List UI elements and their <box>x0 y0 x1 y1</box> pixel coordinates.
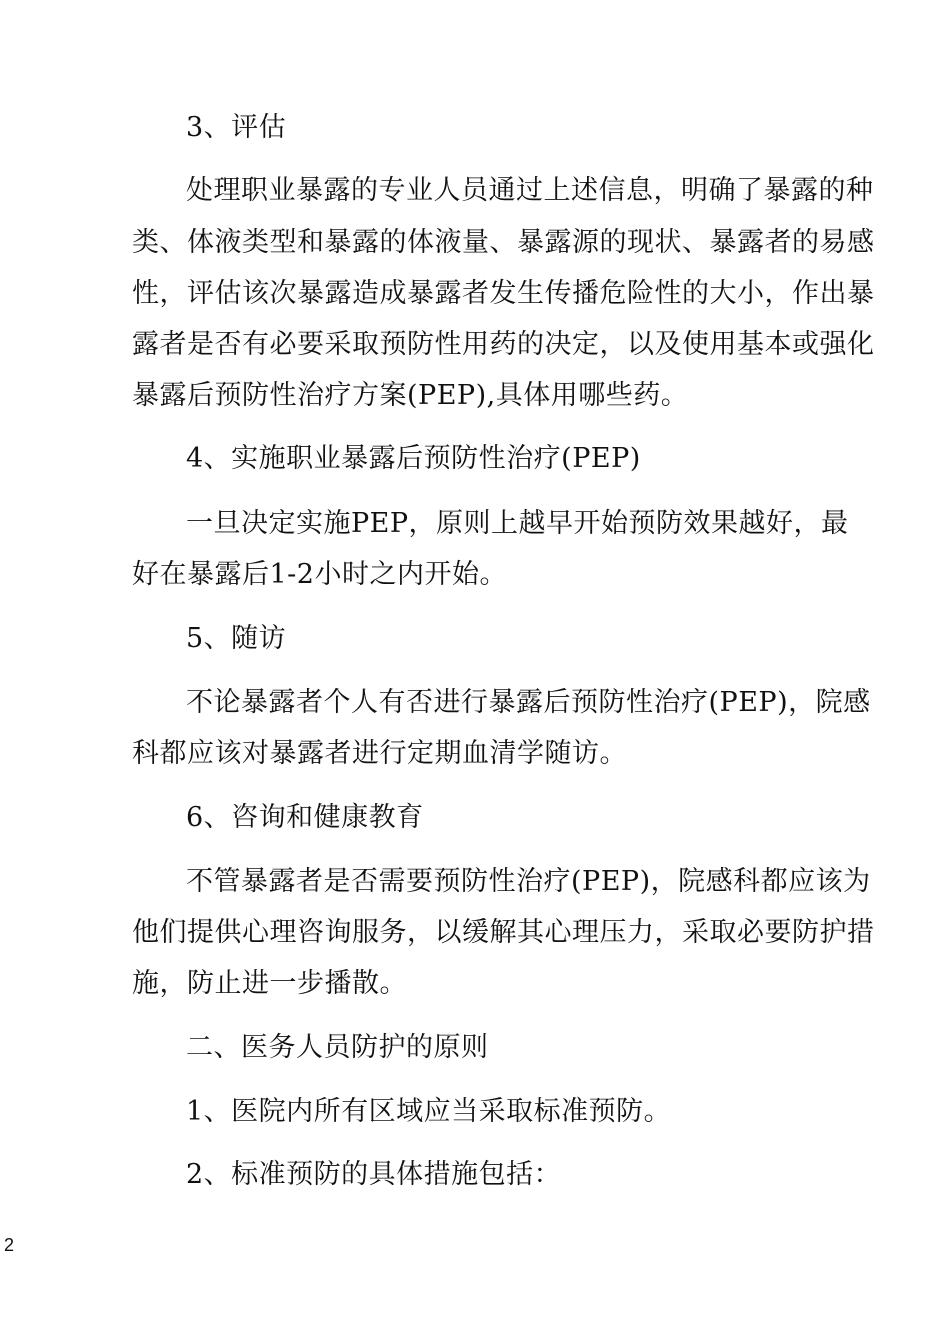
paragraph-line: 不管暴露者是否需要预防性治疗(PEP)，院感科都应该为 <box>186 866 871 897</box>
list-item: 1、医院内所有区域应当采取标准预防。 <box>186 1096 672 1127</box>
heading-counseling: 6、咨询和健康教育 <box>186 802 424 833</box>
paragraph-line: 一旦决定实施PEP，原则上越早开始预防效果越好，最 <box>186 508 849 539</box>
paragraph-line: 处理职业暴露的专业人员通过上述信息，明确了暴露的种 <box>186 175 874 206</box>
heading-follow-up: 5、随访 <box>186 623 287 654</box>
heading-pep: 4、实施职业暴露后预防性治疗(PEP) <box>186 443 641 474</box>
list-item: 2、标准预防的具体措施包括： <box>186 1159 562 1190</box>
paragraph-line: 好在暴露后1-2小时之内开始。 <box>132 559 507 590</box>
paragraph-line: 类、体液类型和暴露的体液量、暴露源的现状、暴露者的易感 <box>132 227 875 258</box>
paragraph-line: 暴露后预防性治疗方案(PEP),具体用哪些药。 <box>132 380 689 411</box>
heading-evaluation: 3、评估 <box>186 112 287 143</box>
page-number: 2 <box>4 1235 15 1255</box>
paragraph-line: 科都应该对暴露者进行定期血清学随访。 <box>132 738 627 769</box>
paragraph-line: 不论暴露者个人有否进行暴露后预防性治疗(PEP)，院感 <box>186 687 871 718</box>
heading-principles: 二、医务人员防护的原则 <box>186 1032 489 1063</box>
paragraph-line: 性，评估该次暴露造成暴露者发生传播危险性的大小，作出暴 <box>132 278 875 309</box>
paragraph-line: 露者是否有必要采取预防性用药的决定，以及使用基本或强化 <box>132 329 875 360</box>
paragraph-line: 施，防止进一步播散。 <box>132 968 407 999</box>
paragraph-line: 他们提供心理咨询服务，以缓解其心理压力，采取必要防护措 <box>132 917 875 948</box>
